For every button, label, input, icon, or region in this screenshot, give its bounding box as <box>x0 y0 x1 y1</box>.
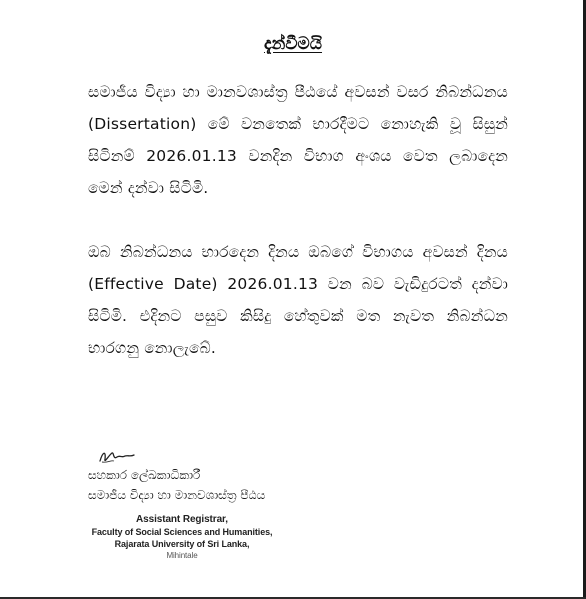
stamp-line-1: Assistant Registrar, <box>136 514 228 525</box>
official-stamp <box>82 514 282 562</box>
notice-paragraph-2: ඔබ නිබන්ධනය භාරදෙන දිනය ඔබගේ විභාගය අවසන් දිනය (Effective Date) 2026.01.13 වන බව වැඩිදුරටත් දන්වා සිටිමි. එදිනට පසුව කිසිදු හේතුවක් මත නැවත නිබන්ධන භාරගනු නොලැබේ. <box>88 243 508 357</box>
signatory-title: සහකාර ලේඛකාධිකාරී <box>88 468 201 482</box>
stamp-line-2: Faculty of Social Sciences and Humanities, <box>91 527 273 537</box>
stamp-line-3: Rajarata University of Sri Lanka, <box>114 539 250 549</box>
notice-paragraph-1: සමාජීය විද්‍යා හා මානවශාස්ත්‍ර පීඨයේ අවසන් වසර නිබන්ධනය (Dissertation) මේ වනතෙක් භාරදීමට නොහැකි වූ සිසුන් සිටිනම් 2026.01.13 වනදින විභාග අංශය වෙත ලබාදෙන මෙන් දන්වා සිටිමි. <box>88 83 508 197</box>
stamp-line-4: Mihintale <box>166 551 198 560</box>
handwritten-signature <box>97 447 137 467</box>
notice-title: දැන්වීමයි <box>263 34 323 54</box>
signatory-faculty: සමාජීය විද්‍යා හා මානවශාස්ත්‍ර පීඨය <box>88 488 266 502</box>
